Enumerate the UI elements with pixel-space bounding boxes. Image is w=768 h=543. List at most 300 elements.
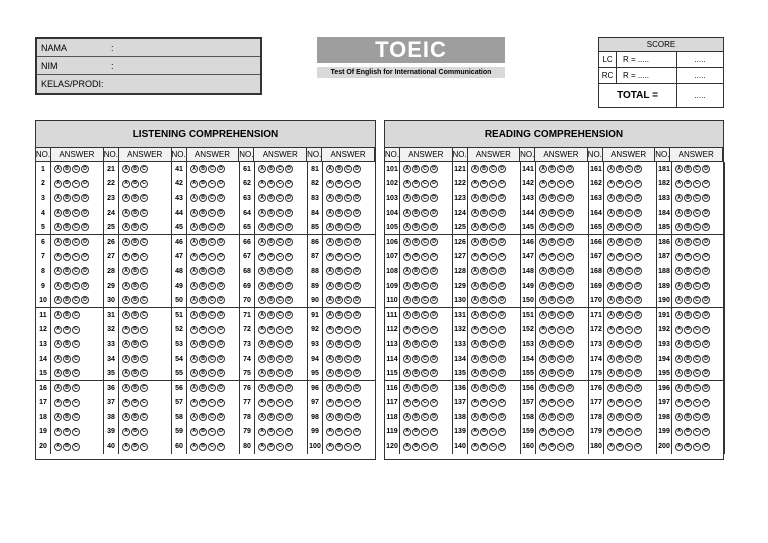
answer-bubble-b[interactable]: B: [548, 399, 556, 407]
answer-bubble-c[interactable]: C: [344, 209, 352, 217]
answer-bubble-d[interactable]: D: [498, 443, 506, 451]
answer-bubble-b[interactable]: B: [131, 238, 139, 246]
answer-bubble-a[interactable]: A: [258, 253, 266, 261]
answer-bubble-c[interactable]: C: [208, 428, 216, 436]
answer-bubble-d[interactable]: D: [430, 238, 438, 246]
answer-bubble-a[interactable]: A: [54, 384, 62, 392]
answer-bubble-b[interactable]: B: [63, 223, 71, 231]
answer-bubble-a[interactable]: A: [258, 413, 266, 421]
answer-bubble-c[interactable]: C: [693, 180, 701, 188]
answer-bubble-b[interactable]: B: [267, 399, 275, 407]
answer-bubble-a[interactable]: A: [675, 296, 683, 304]
answer-bubble-b[interactable]: B: [199, 384, 207, 392]
answer-bubble-d[interactable]: D: [217, 326, 225, 334]
answer-bubble-b[interactable]: B: [548, 428, 556, 436]
answer-bubble-b[interactable]: B: [335, 355, 343, 363]
answer-bubble-c[interactable]: C: [276, 282, 284, 290]
answer-bubble-d[interactable]: D: [702, 443, 710, 451]
answer-bubble-a[interactable]: A: [403, 413, 411, 421]
answer-bubble-a[interactable]: A: [326, 296, 334, 304]
answer-bubble-c[interactable]: C: [693, 267, 701, 275]
answer-bubble-d[interactable]: D: [702, 180, 710, 188]
answer-bubble-d[interactable]: D: [285, 209, 293, 217]
answer-bubble-d[interactable]: D: [285, 180, 293, 188]
answer-bubble-b[interactable]: B: [480, 443, 488, 451]
answer-bubble-a[interactable]: A: [675, 428, 683, 436]
answer-bubble-c[interactable]: C: [693, 355, 701, 363]
answer-bubble-d[interactable]: D: [498, 194, 506, 202]
answer-bubble-b[interactable]: B: [131, 326, 139, 334]
answer-bubble-b[interactable]: B: [684, 282, 692, 290]
answer-bubble-c[interactable]: C: [72, 399, 80, 407]
answer-bubble-a[interactable]: A: [471, 413, 479, 421]
answer-bubble-a[interactable]: A: [675, 413, 683, 421]
answer-bubble-c[interactable]: C: [344, 180, 352, 188]
answer-bubble-b[interactable]: B: [267, 384, 275, 392]
answer-bubble-b[interactable]: B: [267, 165, 275, 173]
answer-bubble-b[interactable]: B: [267, 267, 275, 275]
answer-bubble-a[interactable]: A: [122, 296, 130, 304]
answer-bubble-b[interactable]: B: [412, 399, 420, 407]
answer-bubble-a[interactable]: A: [258, 180, 266, 188]
answer-bubble-d[interactable]: D: [353, 296, 361, 304]
answer-bubble-b[interactable]: B: [684, 369, 692, 377]
answer-bubble-c[interactable]: C: [489, 194, 497, 202]
answer-bubble-d[interactable]: D: [353, 194, 361, 202]
answer-bubble-a[interactable]: A: [190, 296, 198, 304]
answer-bubble-a[interactable]: A: [258, 428, 266, 436]
answer-bubble-a[interactable]: A: [539, 340, 547, 348]
answer-bubble-c[interactable]: C: [276, 296, 284, 304]
answer-bubble-b[interactable]: B: [684, 413, 692, 421]
answer-bubble-c[interactable]: C: [557, 180, 565, 188]
answer-bubble-c[interactable]: C: [140, 311, 148, 319]
answer-bubble-a[interactable]: A: [539, 194, 547, 202]
answer-bubble-c[interactable]: C: [693, 311, 701, 319]
answer-bubble-b[interactable]: B: [616, 180, 624, 188]
answer-bubble-a[interactable]: A: [539, 428, 547, 436]
answer-bubble-b[interactable]: B: [335, 267, 343, 275]
answer-bubble-d[interactable]: D: [498, 428, 506, 436]
answer-bubble-a[interactable]: A: [539, 399, 547, 407]
answer-bubble-a[interactable]: A: [675, 180, 683, 188]
answer-bubble-d[interactable]: D: [353, 267, 361, 275]
answer-bubble-b[interactable]: B: [335, 326, 343, 334]
answer-bubble-b[interactable]: B: [684, 311, 692, 319]
answer-bubble-d[interactable]: D: [498, 340, 506, 348]
answer-bubble-c[interactable]: C: [344, 267, 352, 275]
answer-bubble-c[interactable]: C: [693, 296, 701, 304]
answer-bubble-a[interactable]: A: [539, 443, 547, 451]
answer-bubble-a[interactable]: A: [675, 399, 683, 407]
answer-bubble-b[interactable]: B: [335, 223, 343, 231]
answer-bubble-d[interactable]: D: [566, 355, 574, 363]
answer-bubble-b[interactable]: B: [548, 355, 556, 363]
answer-bubble-c[interactable]: C: [276, 238, 284, 246]
answer-bubble-a[interactable]: A: [539, 413, 547, 421]
answer-bubble-a[interactable]: A: [326, 326, 334, 334]
answer-bubble-b[interactable]: B: [267, 282, 275, 290]
answer-bubble-c[interactable]: C: [140, 326, 148, 334]
answer-bubble-c[interactable]: C: [421, 238, 429, 246]
answer-bubble-b[interactable]: B: [548, 369, 556, 377]
answer-bubble-d[interactable]: D: [217, 369, 225, 377]
answer-bubble-b[interactable]: B: [616, 399, 624, 407]
answer-bubble-c[interactable]: C: [557, 384, 565, 392]
answer-bubble-a[interactable]: A: [190, 326, 198, 334]
answer-bubble-c[interactable]: C: [276, 194, 284, 202]
answer-bubble-c[interactable]: C: [489, 413, 497, 421]
answer-bubble-d[interactable]: D: [81, 296, 89, 304]
answer-bubble-b[interactable]: B: [335, 413, 343, 421]
answer-bubble-c[interactable]: C: [276, 165, 284, 173]
answer-bubble-b[interactable]: B: [267, 194, 275, 202]
answer-bubble-c[interactable]: C: [72, 209, 80, 217]
answer-bubble-a[interactable]: A: [258, 369, 266, 377]
answer-bubble-b[interactable]: B: [131, 340, 139, 348]
answer-bubble-b[interactable]: B: [267, 253, 275, 261]
answer-bubble-b[interactable]: B: [548, 384, 556, 392]
answer-bubble-a[interactable]: A: [122, 209, 130, 217]
answer-bubble-b[interactable]: B: [335, 165, 343, 173]
answer-bubble-b[interactable]: B: [267, 223, 275, 231]
answer-bubble-b[interactable]: B: [616, 355, 624, 363]
answer-bubble-a[interactable]: A: [190, 311, 198, 319]
answer-bubble-d[interactable]: D: [285, 194, 293, 202]
answer-bubble-a[interactable]: A: [607, 296, 615, 304]
answer-bubble-d[interactable]: D: [566, 428, 574, 436]
answer-bubble-a[interactable]: A: [403, 340, 411, 348]
answer-bubble-d[interactable]: D: [566, 223, 574, 231]
answer-bubble-b[interactable]: B: [267, 238, 275, 246]
answer-bubble-a[interactable]: A: [326, 428, 334, 436]
answer-bubble-a[interactable]: A: [607, 355, 615, 363]
answer-bubble-c[interactable]: C: [693, 282, 701, 290]
answer-bubble-b[interactable]: B: [616, 326, 624, 334]
answer-bubble-b[interactable]: B: [199, 267, 207, 275]
answer-bubble-a[interactable]: A: [471, 326, 479, 334]
answer-bubble-b[interactable]: B: [63, 326, 71, 334]
answer-bubble-b[interactable]: B: [684, 399, 692, 407]
answer-bubble-c[interactable]: C: [693, 413, 701, 421]
answer-bubble-a[interactable]: A: [190, 428, 198, 436]
answer-bubble-c[interactable]: C: [72, 223, 80, 231]
answer-bubble-b[interactable]: B: [63, 296, 71, 304]
answer-bubble-b[interactable]: B: [131, 194, 139, 202]
answer-bubble-b[interactable]: B: [335, 399, 343, 407]
answer-bubble-c[interactable]: C: [489, 355, 497, 363]
answer-bubble-d[interactable]: D: [498, 355, 506, 363]
answer-bubble-d[interactable]: D: [353, 428, 361, 436]
answer-bubble-c[interactable]: C: [208, 282, 216, 290]
answer-bubble-a[interactable]: A: [54, 296, 62, 304]
answer-bubble-a[interactable]: A: [403, 355, 411, 363]
answer-bubble-c[interactable]: C: [344, 340, 352, 348]
answer-bubble-c[interactable]: C: [72, 194, 80, 202]
answer-bubble-d[interactable]: D: [285, 369, 293, 377]
answer-bubble-d[interactable]: D: [702, 194, 710, 202]
answer-bubble-d[interactable]: D: [430, 180, 438, 188]
answer-bubble-b[interactable]: B: [616, 384, 624, 392]
answer-bubble-a[interactable]: A: [607, 384, 615, 392]
answer-bubble-c[interactable]: C: [276, 253, 284, 261]
answer-bubble-a[interactable]: A: [607, 428, 615, 436]
answer-bubble-c[interactable]: C: [421, 443, 429, 451]
answer-bubble-c[interactable]: C: [557, 399, 565, 407]
answer-bubble-c[interactable]: C: [489, 180, 497, 188]
answer-bubble-c[interactable]: C: [140, 238, 148, 246]
answer-bubble-d[interactable]: D: [634, 165, 642, 173]
answer-bubble-d[interactable]: D: [566, 238, 574, 246]
answer-bubble-a[interactable]: A: [471, 253, 479, 261]
answer-bubble-d[interactable]: D: [430, 326, 438, 334]
answer-bubble-a[interactable]: A: [54, 326, 62, 334]
answer-bubble-a[interactable]: A: [607, 194, 615, 202]
answer-bubble-b[interactable]: B: [335, 238, 343, 246]
answer-bubble-b[interactable]: B: [412, 223, 420, 231]
answer-bubble-c[interactable]: C: [421, 326, 429, 334]
answer-bubble-a[interactable]: A: [403, 223, 411, 231]
answer-bubble-a[interactable]: A: [122, 194, 130, 202]
answer-bubble-c[interactable]: C: [421, 355, 429, 363]
answer-bubble-c[interactable]: C: [421, 253, 429, 261]
answer-bubble-d[interactable]: D: [285, 413, 293, 421]
answer-bubble-a[interactable]: A: [471, 384, 479, 392]
answer-bubble-b[interactable]: B: [131, 355, 139, 363]
answer-bubble-b[interactable]: B: [199, 194, 207, 202]
answer-bubble-c[interactable]: C: [421, 282, 429, 290]
answer-bubble-d[interactable]: D: [353, 399, 361, 407]
answer-bubble-a[interactable]: A: [122, 253, 130, 261]
answer-bubble-a[interactable]: A: [471, 399, 479, 407]
answer-bubble-b[interactable]: B: [480, 311, 488, 319]
answer-bubble-c[interactable]: C: [276, 180, 284, 188]
answer-bubble-c[interactable]: C: [625, 340, 633, 348]
answer-bubble-a[interactable]: A: [326, 384, 334, 392]
answer-bubble-b[interactable]: B: [199, 340, 207, 348]
answer-bubble-d[interactable]: D: [566, 340, 574, 348]
answer-bubble-a[interactable]: A: [675, 223, 683, 231]
answer-bubble-a[interactable]: A: [122, 340, 130, 348]
answer-bubble-d[interactable]: D: [217, 209, 225, 217]
answer-bubble-d[interactable]: D: [430, 369, 438, 377]
answer-bubble-c[interactable]: C: [208, 311, 216, 319]
answer-bubble-b[interactable]: B: [412, 165, 420, 173]
answer-bubble-c[interactable]: C: [208, 369, 216, 377]
answer-bubble-b[interactable]: B: [63, 311, 71, 319]
answer-bubble-b[interactable]: B: [131, 296, 139, 304]
answer-bubble-a[interactable]: A: [54, 443, 62, 451]
answer-bubble-b[interactable]: B: [199, 443, 207, 451]
answer-bubble-a[interactable]: A: [675, 194, 683, 202]
answer-bubble-a[interactable]: A: [675, 282, 683, 290]
answer-bubble-c[interactable]: C: [421, 311, 429, 319]
answer-bubble-c[interactable]: C: [344, 399, 352, 407]
answer-bubble-b[interactable]: B: [199, 180, 207, 188]
answer-bubble-b[interactable]: B: [63, 399, 71, 407]
answer-bubble-c[interactable]: C: [625, 413, 633, 421]
answer-bubble-a[interactable]: A: [122, 399, 130, 407]
answer-bubble-c[interactable]: C: [489, 428, 497, 436]
answer-bubble-d[interactable]: D: [498, 223, 506, 231]
answer-bubble-a[interactable]: A: [54, 355, 62, 363]
answer-bubble-b[interactable]: B: [684, 267, 692, 275]
answer-bubble-b[interactable]: B: [616, 413, 624, 421]
answer-bubble-d[interactable]: D: [702, 384, 710, 392]
answer-bubble-c[interactable]: C: [276, 355, 284, 363]
answer-bubble-d[interactable]: D: [430, 209, 438, 217]
answer-bubble-b[interactable]: B: [63, 369, 71, 377]
answer-bubble-a[interactable]: A: [122, 180, 130, 188]
answer-bubble-b[interactable]: B: [616, 340, 624, 348]
answer-bubble-c[interactable]: C: [557, 428, 565, 436]
answer-bubble-c[interactable]: C: [421, 369, 429, 377]
answer-bubble-d[interactable]: D: [285, 399, 293, 407]
answer-bubble-c[interactable]: C: [489, 238, 497, 246]
answer-bubble-a[interactable]: A: [122, 267, 130, 275]
answer-bubble-a[interactable]: A: [471, 282, 479, 290]
answer-bubble-c[interactable]: C: [421, 413, 429, 421]
answer-bubble-d[interactable]: D: [634, 413, 642, 421]
answer-bubble-c[interactable]: C: [276, 311, 284, 319]
score-formula-lc[interactable]: R = .....: [617, 52, 677, 67]
answer-bubble-b[interactable]: B: [267, 340, 275, 348]
answer-bubble-b[interactable]: B: [480, 267, 488, 275]
answer-bubble-c[interactable]: C: [344, 384, 352, 392]
answer-bubble-d[interactable]: D: [353, 369, 361, 377]
answer-bubble-d[interactable]: D: [498, 296, 506, 304]
answer-bubble-d[interactable]: D: [702, 223, 710, 231]
answer-bubble-b[interactable]: B: [412, 180, 420, 188]
answer-bubble-b[interactable]: B: [684, 355, 692, 363]
answer-bubble-d[interactable]: D: [498, 399, 506, 407]
answer-bubble-b[interactable]: B: [684, 238, 692, 246]
answer-bubble-a[interactable]: A: [258, 340, 266, 348]
answer-bubble-d[interactable]: D: [702, 428, 710, 436]
answer-bubble-c[interactable]: C: [276, 209, 284, 217]
answer-bubble-c[interactable]: C: [208, 238, 216, 246]
answer-bubble-a[interactable]: A: [122, 223, 130, 231]
answer-bubble-b[interactable]: B: [480, 165, 488, 173]
answer-bubble-a[interactable]: A: [675, 238, 683, 246]
answer-bubble-d[interactable]: D: [566, 165, 574, 173]
answer-bubble-b[interactable]: B: [480, 180, 488, 188]
answer-bubble-b[interactable]: B: [199, 209, 207, 217]
answer-bubble-b[interactable]: B: [63, 413, 71, 421]
answer-bubble-a[interactable]: A: [675, 311, 683, 319]
answer-bubble-c[interactable]: C: [489, 209, 497, 217]
answer-bubble-c[interactable]: C: [625, 253, 633, 261]
answer-bubble-c[interactable]: C: [72, 428, 80, 436]
answer-bubble-a[interactable]: A: [190, 413, 198, 421]
answer-bubble-c[interactable]: C: [625, 267, 633, 275]
answer-bubble-a[interactable]: A: [258, 311, 266, 319]
answer-bubble-c[interactable]: C: [421, 223, 429, 231]
answer-bubble-a[interactable]: A: [326, 282, 334, 290]
answer-bubble-c[interactable]: C: [140, 340, 148, 348]
answer-bubble-c[interactable]: C: [208, 194, 216, 202]
answer-bubble-c[interactable]: C: [421, 180, 429, 188]
answer-bubble-c[interactable]: C: [625, 369, 633, 377]
answer-bubble-d[interactable]: D: [702, 253, 710, 261]
answer-bubble-b[interactable]: B: [131, 384, 139, 392]
answer-bubble-c[interactable]: C: [489, 165, 497, 173]
total-value[interactable]: .....: [694, 91, 706, 100]
answer-bubble-c[interactable]: C: [72, 311, 80, 319]
answer-bubble-a[interactable]: A: [190, 165, 198, 173]
answer-bubble-a[interactable]: A: [326, 223, 334, 231]
answer-bubble-c[interactable]: C: [140, 223, 148, 231]
answer-bubble-a[interactable]: A: [54, 253, 62, 261]
answer-bubble-d[interactable]: D: [81, 165, 89, 173]
answer-bubble-a[interactable]: A: [326, 311, 334, 319]
answer-bubble-c[interactable]: C: [625, 165, 633, 173]
answer-bubble-d[interactable]: D: [217, 238, 225, 246]
answer-bubble-b[interactable]: B: [131, 223, 139, 231]
answer-bubble-c[interactable]: C: [693, 369, 701, 377]
answer-bubble-c[interactable]: C: [625, 443, 633, 451]
answer-bubble-d[interactable]: D: [353, 238, 361, 246]
answer-bubble-c[interactable]: C: [344, 413, 352, 421]
answer-bubble-d[interactable]: D: [566, 443, 574, 451]
answer-bubble-a[interactable]: A: [258, 296, 266, 304]
answer-bubble-b[interactable]: B: [131, 428, 139, 436]
answer-bubble-d[interactable]: D: [285, 223, 293, 231]
answer-bubble-a[interactable]: A: [258, 165, 266, 173]
answer-bubble-a[interactable]: A: [471, 340, 479, 348]
answer-bubble-c[interactable]: C: [72, 165, 80, 173]
answer-bubble-a[interactable]: A: [122, 165, 130, 173]
answer-bubble-c[interactable]: C: [693, 209, 701, 217]
answer-bubble-c[interactable]: C: [276, 428, 284, 436]
answer-bubble-d[interactable]: D: [498, 326, 506, 334]
answer-bubble-d[interactable]: D: [217, 311, 225, 319]
answer-bubble-c[interactable]: C: [344, 194, 352, 202]
answer-bubble-b[interactable]: B: [616, 267, 624, 275]
score-value-lc[interactable]: .....: [694, 55, 706, 64]
answer-bubble-a[interactable]: A: [54, 223, 62, 231]
answer-bubble-c[interactable]: C: [208, 443, 216, 451]
answer-bubble-a[interactable]: A: [607, 399, 615, 407]
answer-bubble-b[interactable]: B: [480, 209, 488, 217]
answer-bubble-d[interactable]: D: [634, 223, 642, 231]
answer-bubble-b[interactable]: B: [684, 428, 692, 436]
answer-bubble-a[interactable]: A: [122, 443, 130, 451]
answer-bubble-a[interactable]: A: [539, 282, 547, 290]
answer-bubble-a[interactable]: A: [326, 209, 334, 217]
answer-bubble-d[interactable]: D: [353, 223, 361, 231]
answer-bubble-d[interactable]: D: [353, 355, 361, 363]
answer-bubble-d[interactable]: D: [217, 384, 225, 392]
answer-bubble-b[interactable]: B: [616, 369, 624, 377]
answer-bubble-a[interactable]: A: [54, 238, 62, 246]
answer-bubble-d[interactable]: D: [81, 282, 89, 290]
answer-bubble-c[interactable]: C: [421, 340, 429, 348]
answer-bubble-c[interactable]: C: [693, 399, 701, 407]
answer-bubble-a[interactable]: A: [471, 428, 479, 436]
answer-bubble-b[interactable]: B: [412, 194, 420, 202]
answer-bubble-d[interactable]: D: [566, 311, 574, 319]
answer-bubble-c[interactable]: C: [140, 413, 148, 421]
answer-bubble-a[interactable]: A: [54, 267, 62, 275]
answer-bubble-b[interactable]: B: [267, 443, 275, 451]
answer-bubble-b[interactable]: B: [335, 282, 343, 290]
answer-bubble-b[interactable]: B: [131, 369, 139, 377]
answer-bubble-a[interactable]: A: [403, 253, 411, 261]
answer-bubble-a[interactable]: A: [258, 282, 266, 290]
answer-bubble-c[interactable]: C: [625, 296, 633, 304]
answer-bubble-b[interactable]: B: [480, 253, 488, 261]
